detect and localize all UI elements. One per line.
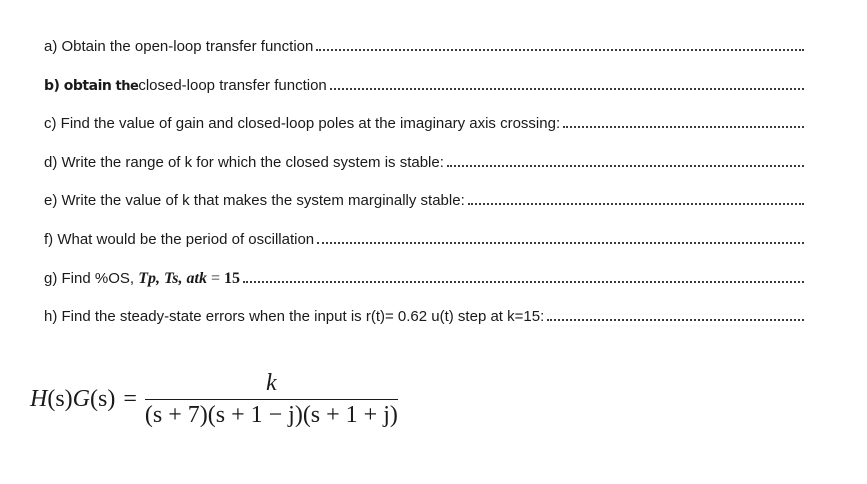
- answer-blank-e[interactable]: [468, 203, 804, 205]
- question-f-text: f) What would be the period of oscillation: [44, 230, 315, 248]
- question-h: [44, 304, 804, 343]
- answer-blank-a[interactable]: [316, 49, 804, 51]
- formula-denominator: (s + 7)(s + 1 − j)(s + 1 + j): [144, 402, 398, 428]
- question-h-text: h) Find the steady-state errors when the input is r(t)= 0.62 u(t) step at k=15:: [44, 308, 545, 326]
- handwritten-the: the: [115, 78, 139, 94]
- question-c-text: c) Find the value of gain and closed-loop poles at the imaginary axis crossing:: [44, 115, 561, 133]
- question-f: [44, 227, 804, 266]
- question-a: [44, 34, 804, 73]
- answer-blank-h[interactable]: [547, 319, 804, 321]
- answer-blank-b[interactable]: [330, 88, 804, 90]
- question-g: [44, 266, 804, 305]
- question-d-text: d) Write the range of k for which the closed system is stable:: [44, 153, 444, 171]
- answer-blank-g[interactable]: [243, 281, 804, 283]
- question-e: [44, 188, 804, 227]
- question-c: [44, 111, 804, 150]
- formula-numerator: k: [266, 370, 277, 396]
- answer-blank-c[interactable]: [563, 126, 804, 128]
- question-g-text: g) Find %OS,: [44, 269, 139, 287]
- formula-equals: =: [123, 386, 137, 412]
- formula-fraction: [145, 370, 398, 429]
- question-e-text: e) Write the value of k that makes the system marginally stable:: [44, 192, 465, 210]
- handwritten-prefix: b) obtain: [44, 77, 112, 94]
- formula-lhs: H(s)G(s): [30, 386, 116, 412]
- question-b: [44, 73, 804, 112]
- question-a-text: a) Obtain the open-loop transfer function: [44, 38, 314, 55]
- answer-blank-d[interactable]: [447, 165, 804, 167]
- transfer-function-formula: [30, 370, 398, 429]
- question-list: [44, 34, 804, 343]
- question-d: [44, 150, 804, 189]
- question-b-text: closed-loop transfer function: [138, 76, 327, 94]
- question-g-math: Tp, Ts, atk = 15: [138, 269, 240, 287]
- answer-blank-f[interactable]: [317, 242, 804, 244]
